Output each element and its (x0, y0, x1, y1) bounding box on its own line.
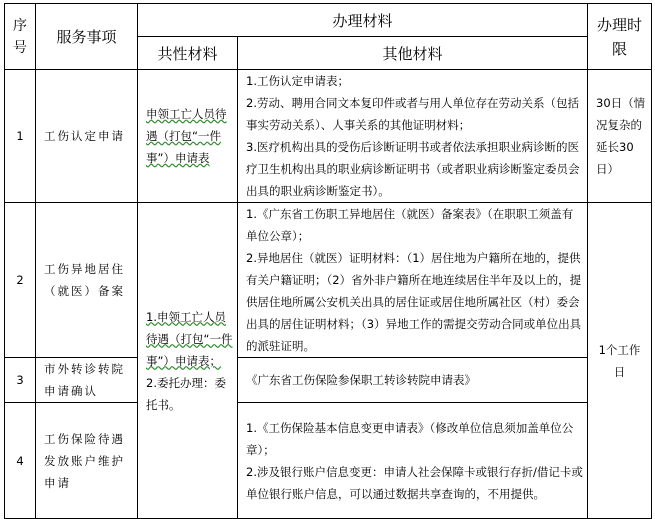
shared-common-line-2: 2.委托办理：委托书。 (146, 375, 226, 412)
row-3-no: 3 (5, 358, 36, 403)
row-3-other (238, 358, 588, 403)
row-4-other-line-1: 1.《工伤保险基本信息变更申请表》（修改单位信息须加盖单位公章）； (246, 420, 574, 457)
row-4-item: 工伤保险待遇发放账户维护申请 (36, 403, 138, 519)
row-2-other-line-1: 1.《广东省工伤职工异地居住（就医）备案表》（在职职工须盖有单位公章）； (246, 207, 574, 243)
row-3-other-line-1: 《广东省工伤保险参保职工转诊转院申请表》 (246, 373, 476, 387)
header-seq: 序号 (5, 4, 36, 70)
row-4-no: 4 (5, 403, 36, 519)
row-1-other-line-1: 1.工伤认定申请表； (246, 74, 349, 88)
service-materials-table (4, 3, 652, 519)
header-item: 服务事项 (36, 4, 138, 70)
row-1-other (238, 70, 588, 203)
row-1-common (138, 70, 238, 203)
row-3-item: 市外转诊转院申请确认 (36, 358, 138, 403)
row-4-other (238, 403, 588, 519)
header-common: 共性材料 (138, 37, 238, 70)
row-1-other-line-2: 2.劳动、聘用合同文本复印件或者与用人单位存在劳动关系（包括事实劳动关系）、人事关系的其他证明材料； (246, 96, 579, 132)
row-4-other-line-2: 2.涉及银行账户信息变更：申请人社会保障卡或银行存折/借记卡或单位银行账户信息，可以通过数据共享查询的，不用提供。 (246, 464, 583, 501)
header-time: 办理时限 (588, 4, 652, 70)
row-2-other-line-2: 2.异地居住（就医）证明材料：（1）居住地为户籍所在地的，提供有关户籍证明；（2）省外非户籍所在地连续居住半年及以上的，提供居住地所属公安机关出具的居住证或居住地所属社区（村）委会出具的居住证明材料；（3）异地工作的需提交劳动合同或单位出具的派驻证明。 (246, 251, 582, 353)
row-1-common-text: 申领工亡人员待遇（打包“一件事”）申请表 (146, 107, 227, 165)
row-2-other (238, 203, 588, 358)
row-1-time: 30日（情况复杂的延长30日） (588, 70, 652, 203)
shared-time: 1个工作日 (588, 203, 652, 519)
header-other: 其他材料 (238, 37, 588, 70)
row-1-no: 1 (5, 70, 36, 203)
row-2-no: 2 (5, 203, 36, 358)
row-1-other-line-3: 3.医疗机构出具的受伤后诊断证明书或者依法承担职业病诊断的医疗卫生机构出具的职业病诊断证明书（或者职业病诊断鉴定委员会出具的职业病诊断鉴定书）。 (246, 140, 580, 198)
shared-common (138, 203, 238, 519)
row-2-item: 工伤异地居住（就医）备案 (36, 203, 138, 358)
shared-common-line-1: 1.申领工亡人员待遇（打包“一件事”）申请表； (146, 309, 233, 368)
row-1-item: 工伤认定申请 (36, 70, 138, 203)
header-materials: 办理材料 (138, 4, 588, 37)
